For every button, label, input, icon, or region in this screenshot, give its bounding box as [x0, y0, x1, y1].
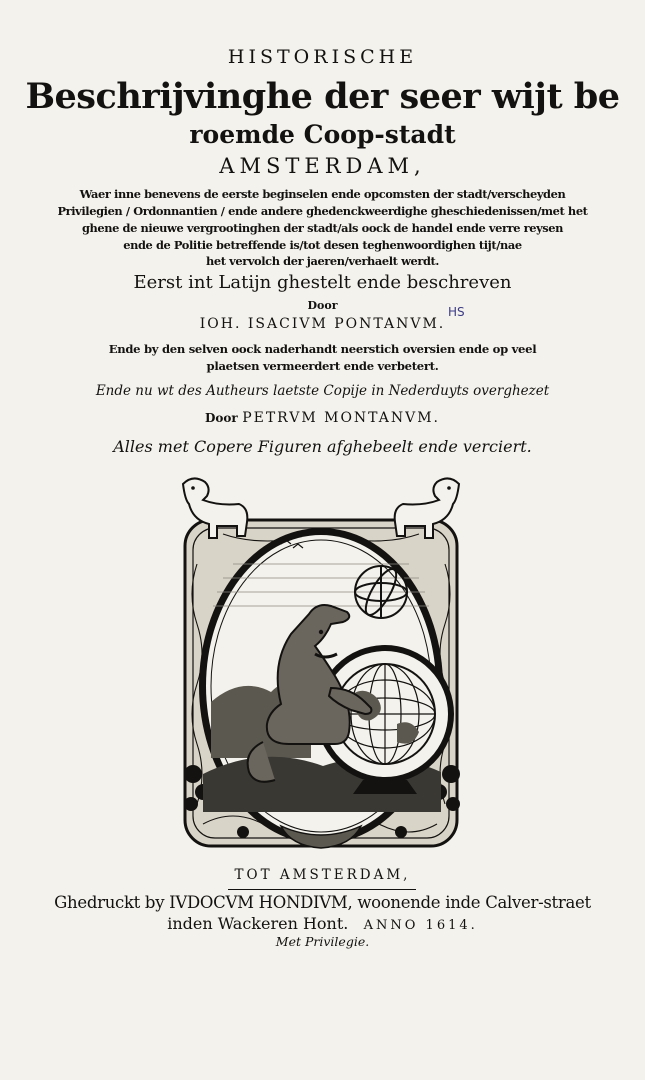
subtitle-line-3: ghene de nieuwe vergrootinghen der stadt/als oock de handel ende verre reysen — [81, 221, 564, 235]
translator-line — [0, 410, 645, 426]
title-historische: HISTORISCHE — [227, 46, 418, 68]
imprint-privilege: Met Privilegie. — [275, 934, 370, 949]
printer-device-dog-with-globe-icon — [163, 474, 479, 856]
subtitle-line-4: ende de Politie betreffende is/tot desen teghenwoordighen tijt/nae — [123, 238, 522, 252]
handwritten-note: HS — [448, 305, 465, 319]
imprint-place: TOT AMSTERDAM, — [234, 867, 411, 883]
translator-name: PETRVM MONTANVM. — [242, 410, 440, 426]
title-main-line: Beschrijvinghe der seer wijt be — [25, 76, 620, 117]
imprint-printer-line: Ghedruckt by IVDOCVM HONDIVM, woonende inde Calver-straet — [54, 893, 591, 912]
subtitle-line-5: het vervolch der jaeren/verhaelt werdt. — [206, 254, 439, 268]
subtitle-line-2: Privilegien / Ordonnantien / ende andere ghedenckweerdighe gheschiedenissen/met het — [57, 204, 588, 218]
subtitle-line-1: Waer inne benevens de eerste beginselen ende opcomsten der stadt/verscheyden — [79, 187, 566, 201]
imprint-rule — [228, 889, 416, 890]
author-name: IOH. ISACIVM PONTANVM. — [199, 316, 446, 332]
revised-line-1: Ende by den selven oock naderhandt neerstich oversien ende op veel — [108, 342, 537, 356]
title-amsterdam: AMSTERDAM, — [219, 154, 426, 178]
revised-line-2: plaetsen vermeerdert ende verbetert. — [206, 359, 439, 373]
translated-line: Ende nu wt des Autheurs laetste Copije in Nederduyts overghezet — [95, 383, 550, 399]
imprint-address-line — [0, 914, 645, 933]
title-second-line: roemde Coop-stadt — [189, 120, 456, 149]
door-label-1: Door — [307, 299, 338, 312]
imprint-address: inden Wackeren Hont. — [167, 914, 349, 933]
figures-line: Alles met Copere Figuren afghebeelt ende verciert. — [113, 437, 532, 456]
imprint-year: ANNO 1614. — [363, 918, 478, 933]
latin-line: Eerst int Latijn ghestelt ende beschreven — [133, 272, 512, 293]
door-label-2: Door — [204, 411, 238, 425]
